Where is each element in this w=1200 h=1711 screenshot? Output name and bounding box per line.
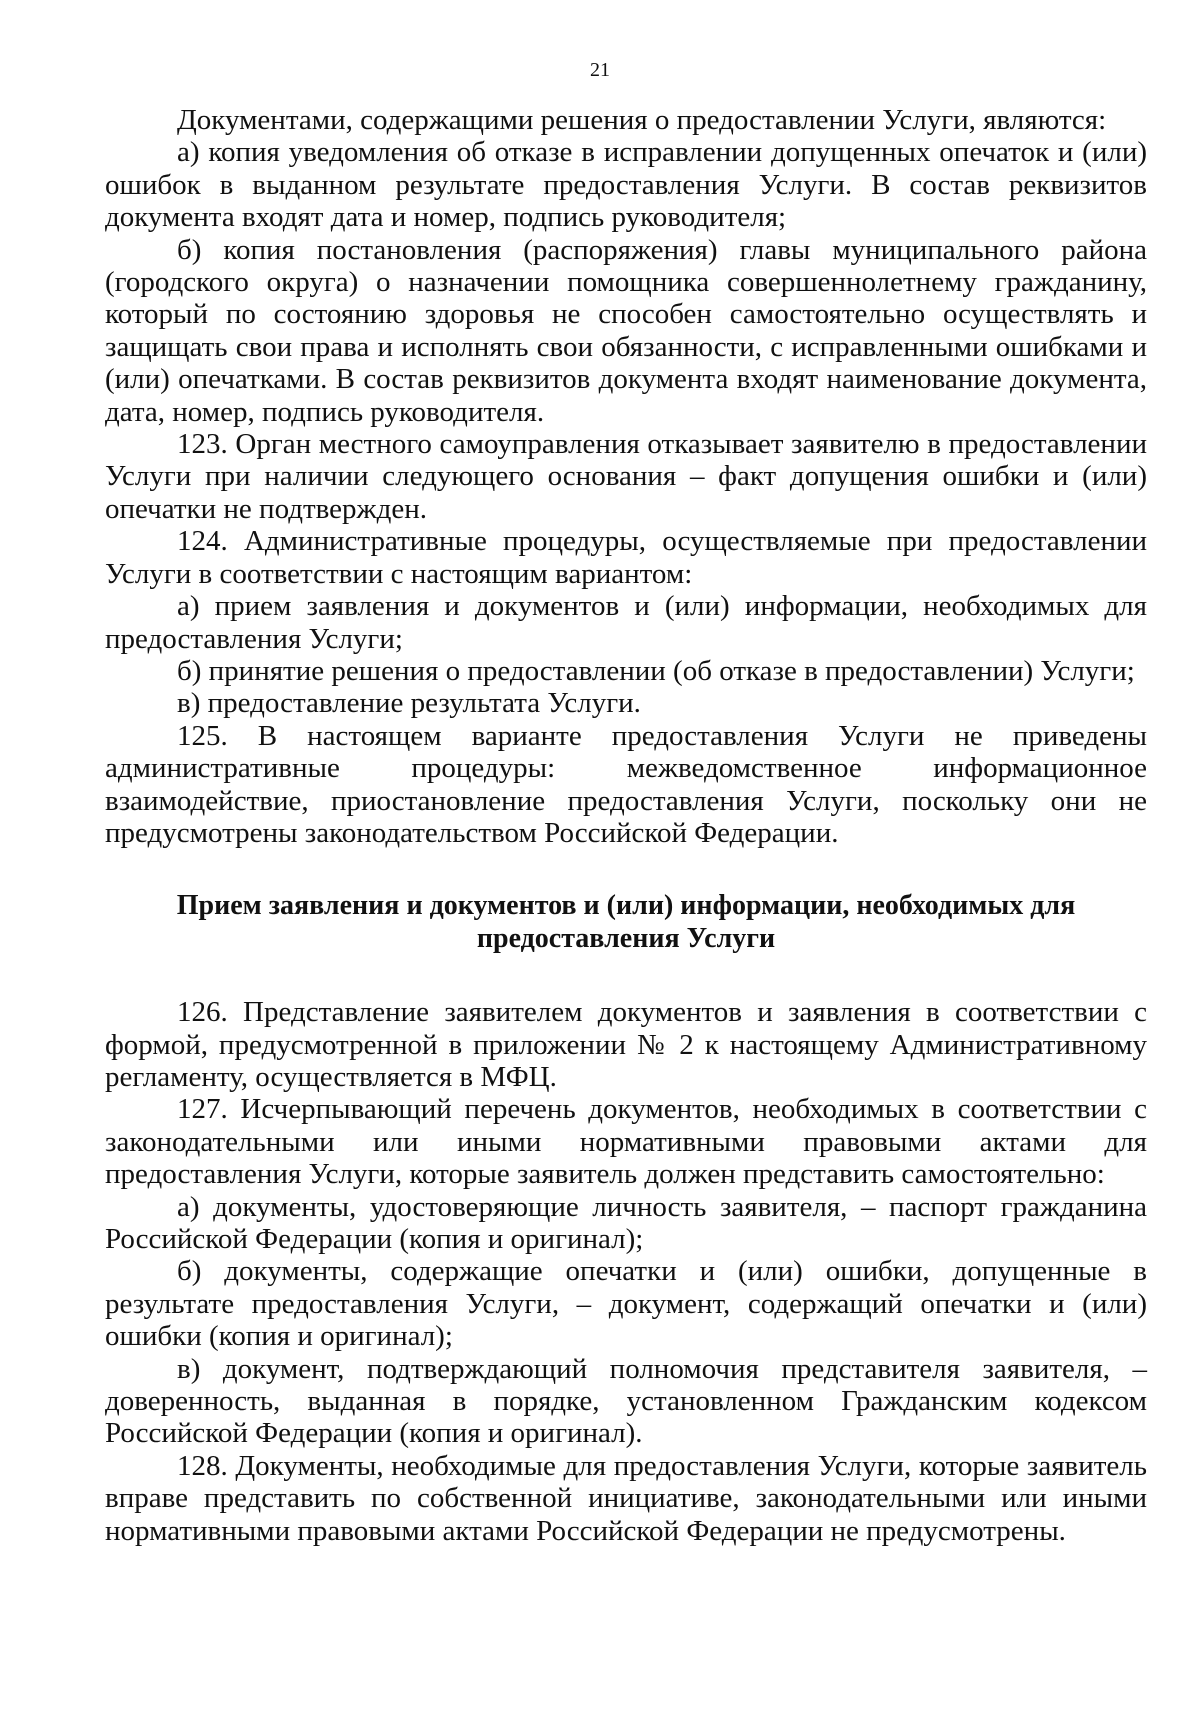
paragraph-124: 124. Административные процедуры, осуществляемые при предоставлении Услуги в соответствии с настоящим вариантом: [105,525,1147,590]
paragraph-127: 127. Исчерпывающий перечень документов, необходимых в соответствии с законодательными или иными нормативными правовыми актами для предоставления Услуги, которые заявитель должен представить самостоятельно: [105,1093,1147,1191]
paragraph-126: 126. Представление заявителем документов и заявления в соответствии с формой, предусмотренной в приложении № 2 к настоящему Административному регламенту, осуществляется в МФЦ. [105,996,1147,1093]
paragraph-item-a: а) копия уведомления об отказе в исправлении допущенных опечаток и (или) ошибок в выданном результате предоставления Услуги. В состав реквизитов документа входят дата и номер, подпись руководителя; [105,136,1147,234]
paragraph-123: 123. Орган местного самоуправления отказывает заявителю в предоставлении Услуги при наличии следующего основания – факт допущения ошибки и (или) опечатки не подтвержден. [105,428,1147,525]
paragraph-128: 128. Документы, необходимые для предоставления Услуги, которые заявитель вправе представить по собственной инициативе, законодательными или иными нормативными правовыми актами Российской Федерации не предусмотрены. [105,1449,1147,1547]
paragraph-127-a: а) документы, удостоверяющие личность заявителя, – паспорт гражданина Российской Федерации (копия и оригинал); [105,1190,1147,1255]
paragraph-127-b: б) документы, содержащие опечатки и (или) ошибки, допущенные в результате предоставления Услуги, – документ, содержащий опечатки и (или) ошибки (копия и оригинал); [105,1255,1147,1353]
paragraph-124-b: б) принятие решения о предоставлении (об отказе в предоставлении) Услуги; [177,654,1135,687]
section-heading: Прием заявления и документов и (или) информации, необходимых для предоставления Услуги [176,890,1076,954]
document-body [105,104,1147,1547]
paragraph-127-c: в) документ, подтверждающий полномочия представителя заявителя, – доверенность, выданная в порядке, установленном Гражданским кодексом Российской Федерации (копия и оригинал). [105,1352,1147,1450]
paragraph-documents-intro: Документами, содержащими решения о предоставлении Услуги, являются: [177,104,1107,136]
paragraph-item-b: б) копия постановления (распоряжения) главы муниципального района (городского округа) о назначении помощника совершеннолетнему гражданину, который по состоянию здоровья не способен самостоятельно осуществлять и защищать свои права и исполнять свои обязанности, с исправленными ошибками и (или) опечатками. В состав реквизитов документа входят наименование документа, дата, номер, подпись руководителя. [105,233,1147,428]
paragraph-125: 125. В настоящем варианте предоставления Услуги не приведены административные процедуры: межведомственное информационное взаимодействие, приостановление предоставления Услуги, поскольку они не предусмотрены законодательством Российской Федерации. [105,719,1147,849]
paragraph-124-c: в) предоставление результата Услуги. [177,687,641,720]
page-number: 21 [590,59,610,81]
paragraph-124-a: а) прием заявления и документов и (или) информации, необходимых для предоставления Услуги; [105,590,1147,655]
